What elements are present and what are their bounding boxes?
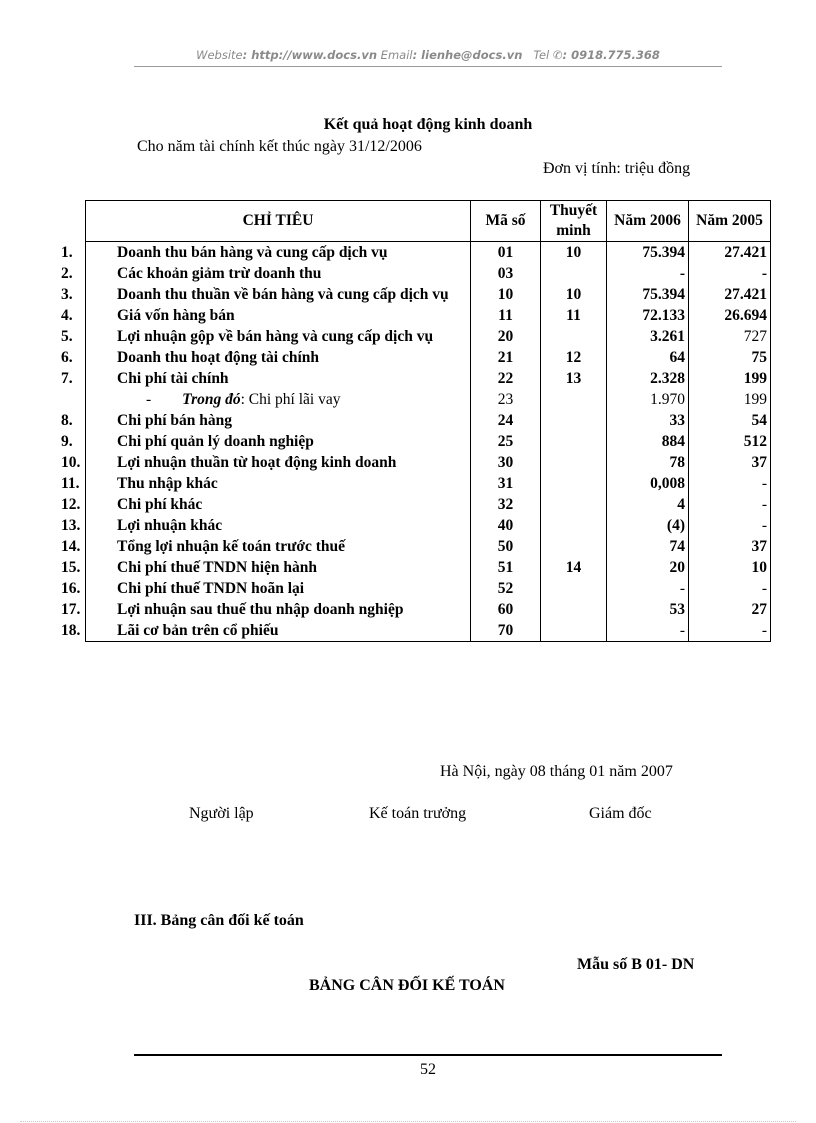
- row-code: 25: [471, 431, 541, 452]
- table-row: [86, 536, 771, 557]
- table-row: [86, 389, 771, 410]
- table-row: [86, 473, 771, 494]
- row-2006: 4: [607, 494, 689, 515]
- table-row: [86, 284, 771, 305]
- row-indicator: 13. Lợi nhuận khác: [86, 515, 471, 536]
- row-2006: 20: [607, 557, 689, 578]
- row-indicator: 18. Lãi cơ bản trên cổ phiếu: [86, 620, 471, 642]
- row-2006: 0,008: [607, 473, 689, 494]
- row-2005: -: [689, 515, 771, 536]
- row-note: [541, 410, 607, 431]
- row-code: 24: [471, 410, 541, 431]
- row-note: 11: [541, 305, 607, 326]
- table-row: [86, 452, 771, 473]
- row-code: 21: [471, 347, 541, 368]
- row-code: 70: [471, 620, 541, 642]
- row-2005: -: [689, 578, 771, 599]
- row-2005: 199: [689, 368, 771, 389]
- row-2006: 74: [607, 536, 689, 557]
- row-2006: 75.394: [607, 242, 689, 264]
- row-indicator: 6. Doanh thu hoạt động tài chính: [86, 347, 471, 368]
- table-row: [86, 305, 771, 326]
- row-indicator: 2. Các khoản giảm trừ doanh thu: [86, 263, 471, 284]
- table-row: [86, 431, 771, 452]
- table-row: [86, 242, 771, 264]
- row-code: 22: [471, 368, 541, 389]
- row-indicator: 3. Doanh thu thuần về bán hàng và cung cấp dịch vụ: [86, 284, 471, 305]
- row-code: 20: [471, 326, 541, 347]
- table-row: [86, 494, 771, 515]
- row-note: [541, 473, 607, 494]
- table-row: [86, 410, 771, 431]
- row-indicator: 9. Chi phí quản lý doanh nghiệp: [86, 431, 471, 452]
- table-header-row: [86, 201, 771, 242]
- row-note: 10: [541, 284, 607, 305]
- signature-director: Giám đốc: [589, 805, 652, 822]
- row-note: [541, 515, 607, 536]
- row-code: 10: [471, 284, 541, 305]
- table-row: [86, 578, 771, 599]
- row-prefix: Trong đó: [182, 391, 241, 408]
- table-row: [86, 620, 771, 642]
- row-indicator: 7. Chi phí tài chính: [86, 368, 471, 389]
- row-2006: -: [607, 263, 689, 284]
- row-2006: 2.328: [607, 368, 689, 389]
- report-unit: Đơn vị tính: triệu đồng: [543, 160, 691, 177]
- row-code: 31: [471, 473, 541, 494]
- row-2006: 3.261: [607, 326, 689, 347]
- report-title: Kết quả hoạt động kinh doanh: [323, 116, 533, 133]
- row-label: : Chi phí lãi vay: [240, 391, 341, 408]
- row-code: 52: [471, 578, 541, 599]
- row-2005: 37: [689, 452, 771, 473]
- row-2005: 37: [689, 536, 771, 557]
- form-number: Mẫu số B 01- DN: [577, 956, 695, 973]
- row-2006: 78: [607, 452, 689, 473]
- income-statement-table: [61, 200, 771, 642]
- row-note: [541, 599, 607, 620]
- row-code: 32: [471, 494, 541, 515]
- header-divider: [134, 66, 722, 67]
- row-indicator: 11. Thu nhập khác: [86, 473, 471, 494]
- col-code: Mã số: [471, 201, 541, 242]
- email-label: Email: [380, 48, 413, 62]
- row-code: 50: [471, 536, 541, 557]
- row-2006: 884: [607, 431, 689, 452]
- row-note: 12: [541, 347, 607, 368]
- tel-value: : 0918.775.368: [562, 48, 660, 62]
- page-header: [134, 48, 722, 62]
- signature-preparer: Người lập: [189, 805, 254, 822]
- table-row: [86, 326, 771, 347]
- row-2005: 512: [689, 431, 771, 452]
- row-indicator: 8. Chi phí bán hàng: [86, 410, 471, 431]
- footer-divider: [134, 1054, 722, 1056]
- row-2006: -: [607, 578, 689, 599]
- row-2005: 27.421: [689, 284, 771, 305]
- row-2006: 75.394: [607, 284, 689, 305]
- report-subtitle: Cho năm tài chính kết thúc ngày 31/12/2006: [137, 138, 422, 155]
- row-note: [541, 578, 607, 599]
- email-value[interactable]: : lienhe@docs.vn: [412, 48, 523, 62]
- row-2006: 64: [607, 347, 689, 368]
- row-code: 40: [471, 515, 541, 536]
- col-year-2006: Năm 2006: [607, 201, 689, 242]
- phone-icon: ✆: [552, 48, 563, 62]
- row-2005: 10: [689, 557, 771, 578]
- row-dash: -: [146, 391, 152, 408]
- row-2006: 72.133: [607, 305, 689, 326]
- row-code: 60: [471, 599, 541, 620]
- row-indicator: 1. Doanh thu bán hàng và cung cấp dịch vụ: [86, 242, 471, 264]
- row-note: [541, 536, 607, 557]
- row-note: [541, 494, 607, 515]
- table-row: [86, 368, 771, 389]
- row-2006: -: [607, 620, 689, 642]
- table-row: [86, 599, 771, 620]
- row-indicator: 17. Lợi nhuận sau thuế thu nhập doanh nghiệp: [86, 599, 471, 620]
- row-note: 10: [541, 242, 607, 264]
- row-indicator: [86, 389, 471, 410]
- signature-chief-accountant: Kế toán trưởng: [369, 805, 467, 822]
- row-code: 23: [471, 389, 541, 410]
- row-code: 01: [471, 242, 541, 264]
- row-2005: 27: [689, 599, 771, 620]
- row-indicator: 14. Tổng lợi nhuận kế toán trước thuế: [86, 536, 471, 557]
- row-code: 11: [471, 305, 541, 326]
- row-2005: 27.421: [689, 242, 771, 264]
- row-code: 30: [471, 452, 541, 473]
- row-indicator: 15. Chi phí thuế TNDN hiện hành: [86, 557, 471, 578]
- place-date: Hà Nội, ngày 08 tháng 01 năm 2007: [440, 763, 673, 780]
- row-note: [541, 389, 607, 410]
- website-label: Website: [196, 48, 243, 62]
- row-indicator: 12. Chi phí khác: [86, 494, 471, 515]
- row-note: [541, 263, 607, 284]
- row-2005: 727: [689, 326, 771, 347]
- row-2005: -: [689, 473, 771, 494]
- row-note: [541, 431, 607, 452]
- table-row: [86, 263, 771, 284]
- row-indicator: 16. Chi phí thuế TNDN hoãn lại: [86, 578, 471, 599]
- row-indicator: 5. Lợi nhuận gộp về bán hàng và cung cấp dịch vụ: [86, 326, 471, 347]
- row-2006: 53: [607, 599, 689, 620]
- col-year-2005: Năm 2005: [689, 201, 771, 242]
- col-note: Thuyết minh: [541, 201, 607, 242]
- website-value[interactable]: : http://www.docs.vn: [242, 48, 378, 62]
- row-code: 03: [471, 263, 541, 284]
- page-number: 52: [420, 1061, 436, 1078]
- table-row: [86, 515, 771, 536]
- row-indicator: 10. Lợi nhuận thuần từ hoạt động kinh doanh: [86, 452, 471, 473]
- row-note: 14: [541, 557, 607, 578]
- row-2005: 75: [689, 347, 771, 368]
- row-note: [541, 620, 607, 642]
- row-2005: 199: [689, 389, 771, 410]
- row-2005: -: [689, 620, 771, 642]
- row-note: [541, 326, 607, 347]
- row-2005: -: [689, 263, 771, 284]
- row-2006: 33: [607, 410, 689, 431]
- row-2006: (4): [607, 515, 689, 536]
- row-note: 13: [541, 368, 607, 389]
- row-2005: 26.694: [689, 305, 771, 326]
- row-2005: 54: [689, 410, 771, 431]
- tel-label: Tel: [533, 48, 550, 62]
- row-2006: 1.970: [607, 389, 689, 410]
- balance-sheet-title: BẢNG CÂN ĐỐI KẾ TOÁN: [309, 977, 505, 994]
- table-row: [86, 557, 771, 578]
- section-heading: III. Bảng cân đối kế toán: [134, 912, 304, 929]
- col-indicator: CHỈ TIÊU: [86, 201, 471, 242]
- table-row: [86, 347, 771, 368]
- row-indicator: 4. Giá vốn hàng bán: [86, 305, 471, 326]
- row-note: [541, 452, 607, 473]
- row-code: 51: [471, 557, 541, 578]
- row-2005: -: [689, 494, 771, 515]
- page-edge: [20, 1121, 796, 1122]
